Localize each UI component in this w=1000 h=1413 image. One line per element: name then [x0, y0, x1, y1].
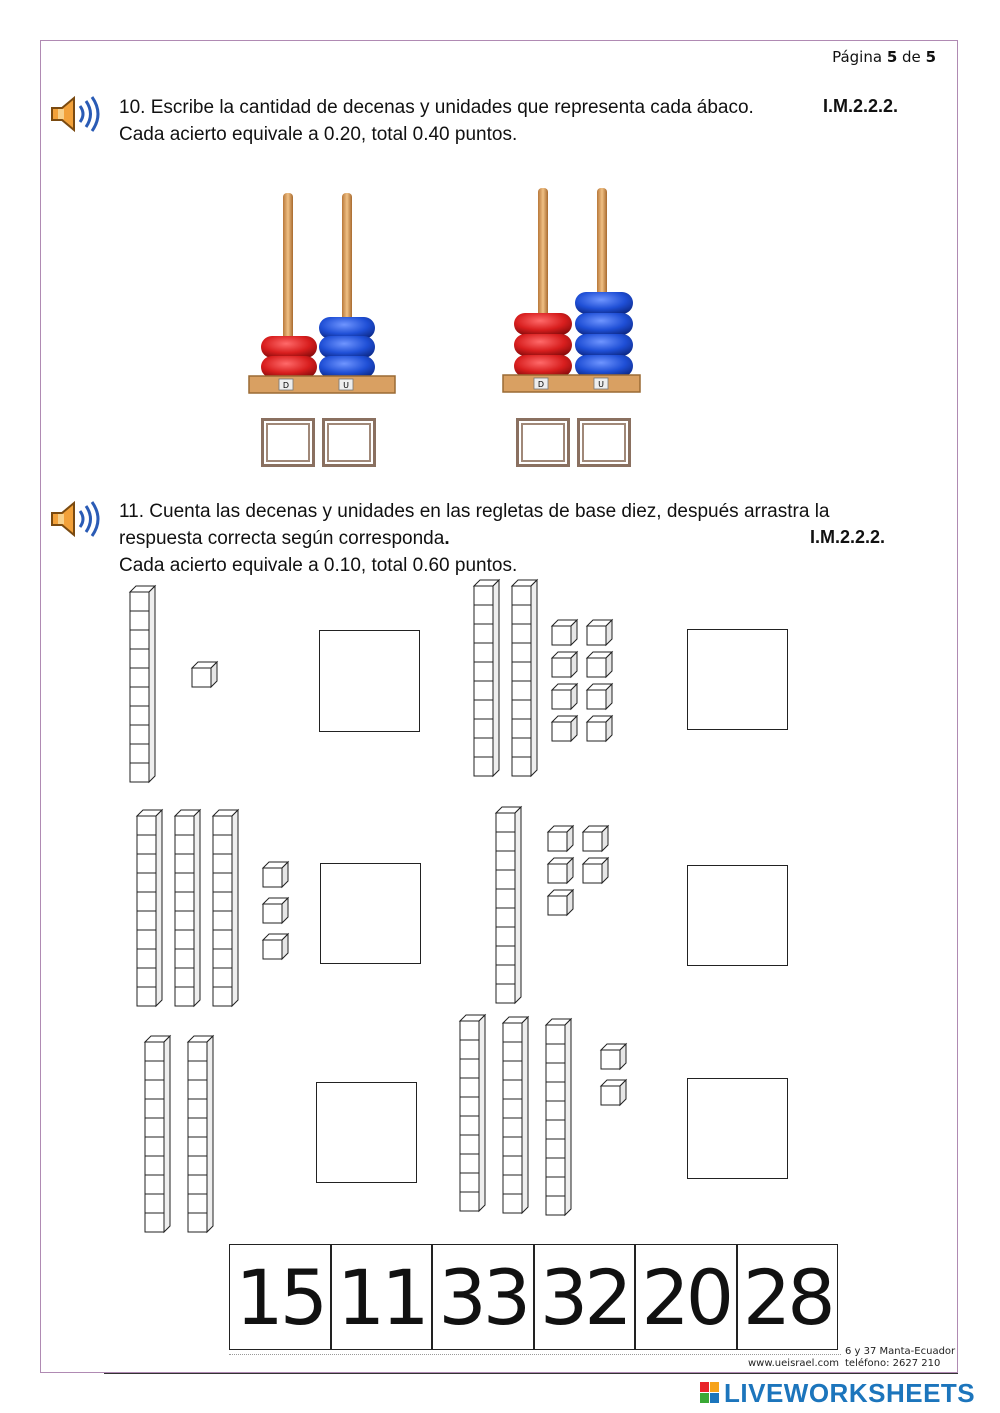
unit-cube	[587, 620, 612, 645]
unit-cube	[583, 858, 608, 883]
unit-cube	[548, 890, 573, 915]
liveworksheets-brand: LIVEWORKSHEETS	[724, 1378, 976, 1408]
answer-tile-20[interactable]: 20	[635, 1244, 737, 1350]
answer-tile-33[interactable]: 33	[432, 1244, 534, 1350]
footer-phone: teléfono: 2627 210	[845, 1358, 941, 1369]
unit-cube	[552, 716, 577, 741]
q11-text-line2-end: .	[444, 528, 450, 549]
q10-text-line1: 10. Escribe la cantidad de decenas y unidades que representa cada ábaco.	[119, 97, 754, 118]
page-of: de	[902, 48, 921, 66]
unit-cube	[552, 620, 577, 645]
abacus-1-label-tens: D	[282, 381, 290, 390]
answer-tiles	[229, 1244, 838, 1352]
q11-text-line1: 11. Cuenta las decenas y unidades en las regletas de base diez, después arrastra la	[119, 501, 830, 522]
unit-cube	[552, 652, 577, 677]
ten-rod	[546, 1019, 571, 1215]
unit-cube	[552, 684, 577, 709]
unit-cube	[587, 684, 612, 709]
ten-rod	[512, 580, 537, 776]
page-current: 5	[886, 48, 898, 66]
drop-box-group-1[interactable]	[319, 630, 420, 732]
ten-rod	[137, 810, 162, 1006]
liveworksheets-logo-icon	[699, 1380, 721, 1406]
answer-tile-32[interactable]: 32	[534, 1244, 636, 1350]
drop-box-group-2[interactable]	[687, 629, 788, 730]
ten-rod	[460, 1015, 485, 1211]
q11-code: I.M.2.2.2.	[810, 527, 886, 547]
q11-text-line3: Cada acierto equivale a 0.10, total 0.60 puntos.	[119, 555, 518, 576]
unit-cube	[263, 862, 288, 887]
abacus-2-label-units: U	[598, 380, 604, 389]
ten-rod	[145, 1036, 170, 1232]
unit-cube	[583, 826, 608, 851]
page-total: 5	[925, 48, 936, 66]
ten-rod	[474, 580, 499, 776]
page-label: Página	[832, 48, 883, 66]
drop-box-group-6[interactable]	[687, 1078, 788, 1179]
drop-box-group-5[interactable]	[316, 1082, 417, 1183]
unit-cube	[587, 716, 612, 741]
unit-cube	[548, 858, 573, 883]
page-bottom-line	[104, 1373, 958, 1374]
ten-rod	[496, 807, 521, 1003]
q10-text-line2: Cada acierto equivale a 0.20, total 0.40 puntos.	[119, 124, 518, 145]
drop-box-group-3[interactable]	[320, 863, 421, 964]
unit-cube	[601, 1080, 626, 1105]
unit-cube	[587, 652, 612, 677]
footer-website: www.ueisrael.com	[748, 1358, 839, 1369]
answer-tile-11[interactable]: 11	[331, 1244, 433, 1350]
abacus-1-label-units: U	[343, 381, 349, 390]
answer-tile-28[interactable]: 28	[737, 1244, 839, 1350]
unit-cube	[601, 1044, 626, 1069]
ten-rod	[503, 1017, 528, 1213]
q11-text-line2-main: respuesta correcta según corresponda	[119, 528, 445, 549]
q10-code: I.M.2.2.2.	[823, 96, 899, 116]
footer-divider	[229, 1354, 841, 1355]
abacus-2-label-tens: D	[537, 380, 545, 389]
ten-rod	[188, 1036, 213, 1232]
answer-tile-15[interactable]: 15	[229, 1244, 331, 1350]
unit-cube	[192, 662, 217, 687]
ten-rod	[130, 586, 155, 782]
unit-cube	[263, 898, 288, 923]
ten-rod	[175, 810, 200, 1006]
unit-cube	[263, 934, 288, 959]
footer-address: 6 y 37 Manta-Ecuador	[845, 1346, 956, 1357]
ten-rod	[213, 810, 238, 1006]
drop-box-group-4[interactable]	[687, 865, 788, 966]
unit-cube	[548, 826, 573, 851]
